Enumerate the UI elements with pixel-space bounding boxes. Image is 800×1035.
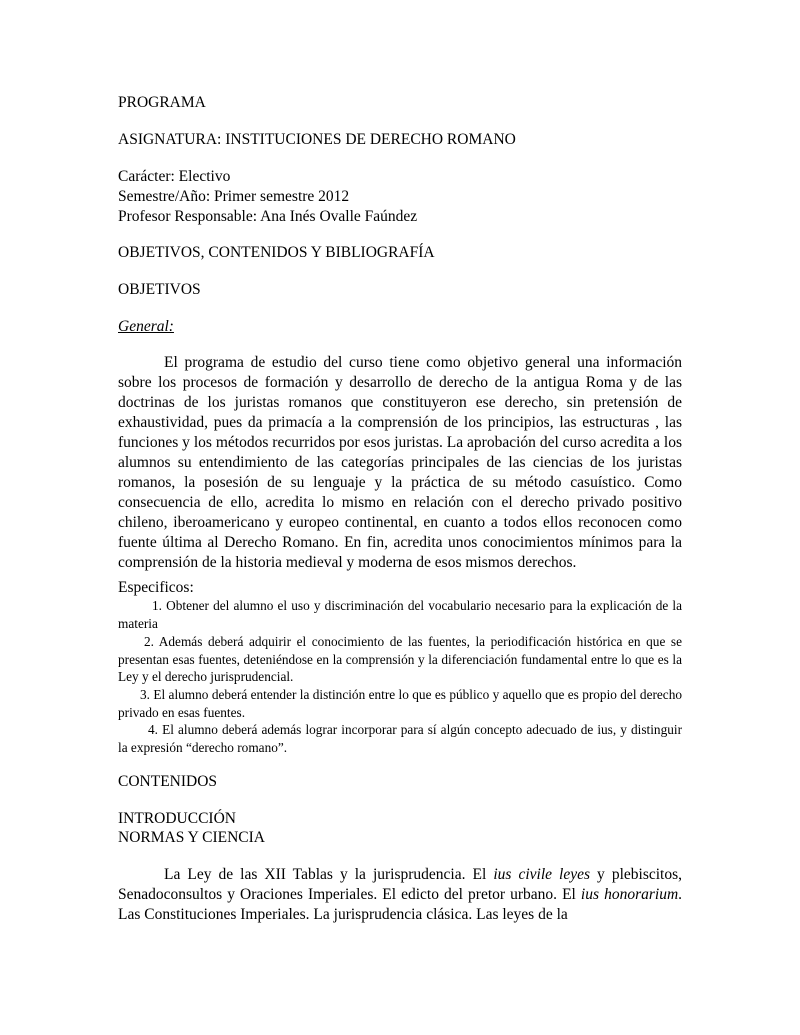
norms-text-italic1: ius civile leyes: [493, 866, 591, 883]
specific-label: Especificos:: [118, 579, 194, 596]
section-main-heading: OBJETIVOS, CONTENIDOS Y BIBLIOGRAFÍA: [118, 244, 435, 261]
meta-professor: Profesor Responsable: Ana Inés Ovalle Faúndez: [118, 208, 418, 225]
norms-paragraph: [118, 865, 682, 925]
intro-heading: INTRODUCCIÓN: [118, 810, 236, 827]
norms-text-italic2: ius honorarium: [580, 886, 679, 903]
norms-heading: NORMAS Y CIENCIA: [118, 829, 265, 846]
objectives-heading: OBJETIVOS: [118, 281, 201, 298]
specific-item-1: 1. Obtener del alumno el uso y discriminación del vocabulario necesario para la explicación de la materia: [118, 598, 682, 631]
meta-semester: Semestre/Año: Primer semestre 2012: [118, 188, 350, 205]
general-paragraph: [118, 353, 682, 573]
norms-text-part1: La Ley de las XII Tablas y la jurisprudencia. El: [164, 866, 494, 883]
meta-character: Carácter: Electivo: [118, 168, 231, 185]
specific-item-4: 4. El alumno deberá además lograr incorporar para sí algún concepto adecuado de ius, y distinguir la expresión “derecho romano”.: [118, 722, 682, 755]
contents-heading: CONTENIDOS: [118, 773, 218, 790]
norms-text-part2: y plebiscitos, Senadoconsultos y Oraciones Imperiales. El edicto del pretor urbano. El: [118, 866, 682, 903]
general-label: General:: [118, 318, 174, 335]
subject-title: ASIGNATURA: INSTITUCIONES DE DERECHO ROMANO: [118, 131, 516, 148]
doc-header: PROGRAMA: [118, 94, 206, 111]
specific-item-3: 3. El alumno deberá entender la distinción entre lo que es público y aquello que es propio del derecho privado en esas fuentes.: [118, 687, 682, 720]
specific-item-2: 2. Además deberá adquirir el conocimiento de las fuentes, la periodificación histórica en que se presentan esas fuentes, deteniéndose en la comprensión y la diferenciación fundamental entre lo que es la Ley y el derecho jurisprudencial.: [118, 634, 682, 684]
general-text: El programa de estudio del curso tiene como objetivo general una información sobre los procesos de formación y desarrollo de derecho de la antigua Roma y de las doctrinas de los juristas romanos que constituyeron ese derecho, sin pretensión de exhaustividad, pues da primacía a la comprensión de los principios, las estructuras , las funciones y los métodos recurridos por esos juristas. La aprobación del curso acredita a los alumnos su entendimiento de las categorías principales de las ciencias de los juristas romanos, la posesión de su lenguaje y la práctica de su método casuístico. Como consecuencia de ello, acredita lo mismo en relación con el derecho privado positivo chileno, iberoamericano y europeo continental, en cuanto a todos ellos reconocen como fuente última al Derecho Romano. En fin, acredita unos conocimientos mínimos para la comprensión de la historia medieval y moderna de esos mismos derechos.: [118, 354, 682, 571]
norms-text-part3: . Las Constituciones Imperiales. La jurisprudencia clásica. Las leyes de la: [118, 886, 683, 923]
